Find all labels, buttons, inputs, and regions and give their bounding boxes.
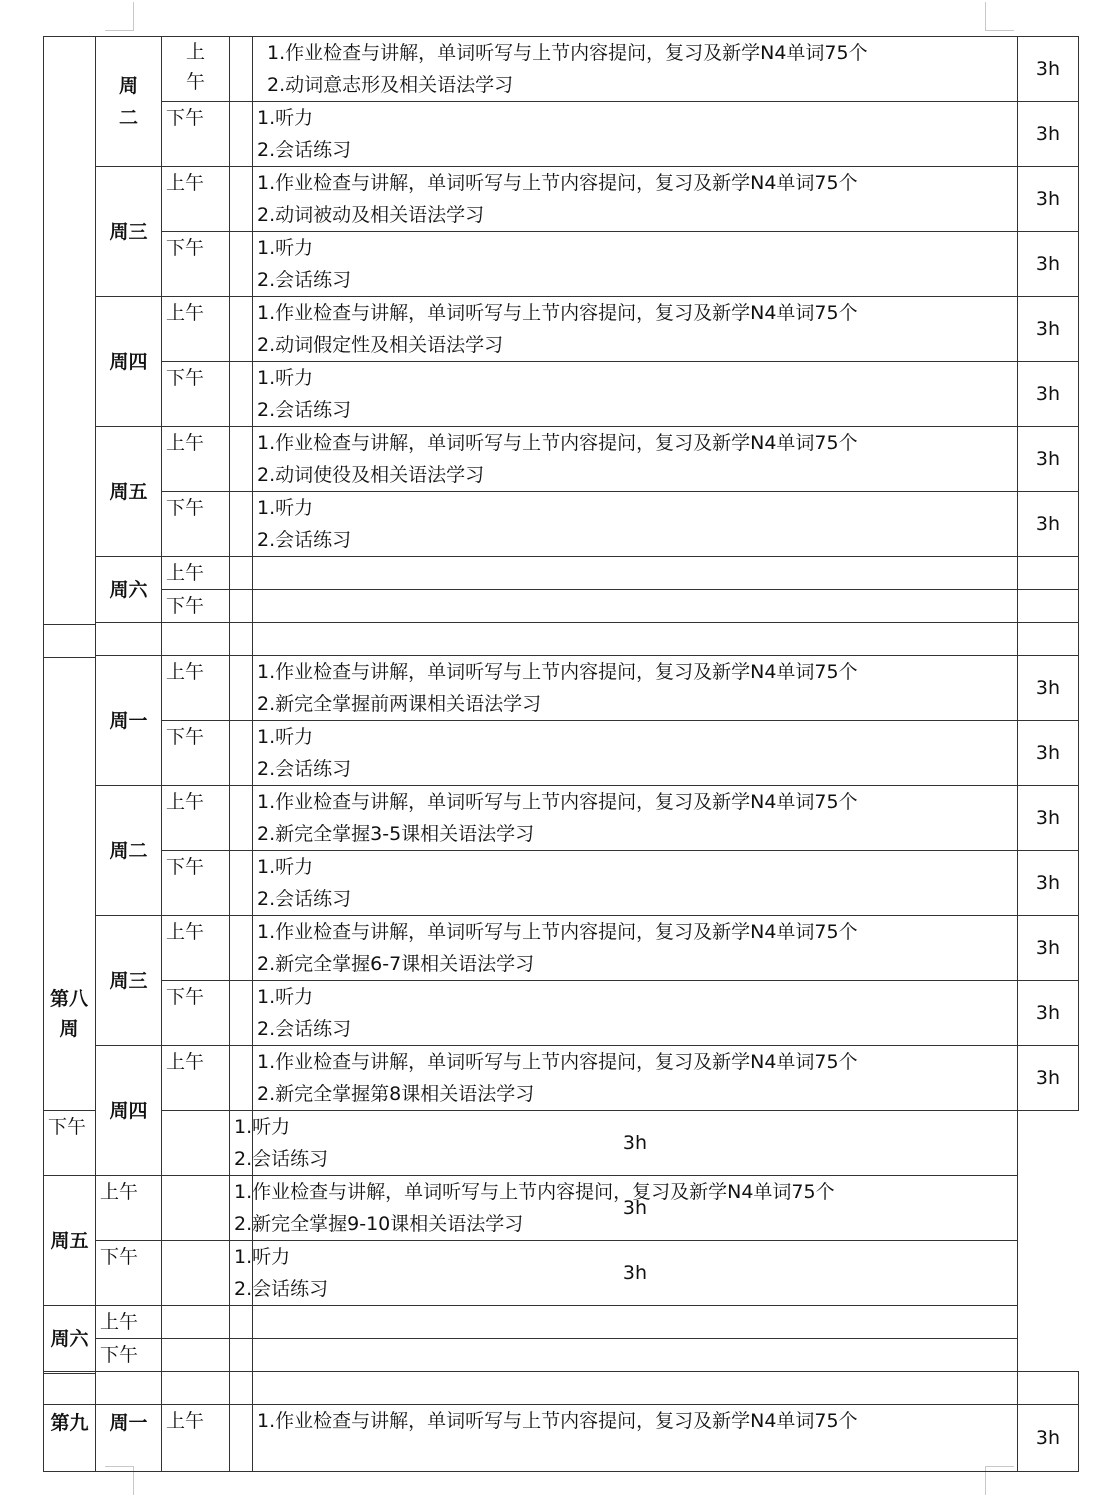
spacer-cell	[230, 981, 253, 1046]
day-cell-wed: 周三	[96, 167, 162, 297]
content-line: 1.作业检查与讲解，单词听写与上节内容提问，复习及新学N4单词75个	[234, 1181, 835, 1203]
content-cell	[253, 297, 1018, 362]
spacer-cell	[230, 362, 253, 427]
session-cell: 下午	[96, 1241, 162, 1306]
content-cell	[230, 1111, 329, 1176]
blank-cell	[162, 623, 230, 656]
week-divider	[43, 1373, 95, 1374]
blank-cell	[1018, 1372, 1079, 1405]
session-cell: 上午	[96, 1176, 162, 1241]
day-cell-fri: 周五	[96, 427, 162, 557]
table-row	[44, 721, 1079, 786]
table-row	[44, 1046, 1079, 1111]
hours-cell: 3h	[1018, 916, 1079, 981]
blank-cell	[1018, 623, 1079, 656]
session-cell: 上午	[162, 167, 230, 232]
session-cell: 下午	[96, 1339, 162, 1372]
session-cell: 下午	[162, 232, 230, 297]
session-label: 午	[185, 71, 205, 93]
content-cell	[253, 721, 1018, 786]
table-row	[44, 37, 1079, 102]
hours-cell: 3h	[1018, 427, 1079, 492]
content-line: 1.作业检查与讲解，单词听写与上节内容提问，复习及新学N4单词75个	[257, 921, 858, 943]
content-line: 2.新完全掌握前两课相关语法学习	[257, 693, 542, 715]
hours-cell: 3h	[1018, 656, 1079, 721]
session-cell: 下午	[162, 362, 230, 427]
content-cell	[253, 362, 1018, 427]
spacer-cell	[162, 1339, 230, 1372]
week-cell	[44, 37, 96, 1111]
hours-cell: 3h	[1018, 232, 1079, 297]
hours-cell	[253, 1339, 1018, 1372]
content-line: 2.会话练习	[234, 1278, 329, 1300]
day-cell-tue	[96, 37, 162, 167]
blank-cell	[96, 1372, 162, 1405]
content-line: 1.作业检查与讲解，单词听写与上节内容提问，复习及新学N4单词75个	[257, 172, 858, 194]
content-line: 1.听力	[257, 497, 314, 519]
content-cell	[230, 1339, 253, 1372]
table-row	[44, 297, 1079, 362]
day-cell-tue: 周二	[96, 786, 162, 916]
hours-cell: 3h	[1018, 721, 1079, 786]
content-cell	[253, 851, 1018, 916]
table-row	[44, 786, 1079, 851]
hours-cell: 3h	[1018, 981, 1079, 1046]
content-cell	[253, 916, 1018, 981]
table-row-blank	[44, 623, 1079, 656]
spacer-cell	[230, 232, 253, 297]
spacer-cell	[230, 916, 253, 981]
spacer-cell	[230, 167, 253, 232]
spacer-cell	[230, 102, 253, 167]
spacer-cell	[230, 37, 253, 102]
spacer-cell	[162, 1306, 230, 1339]
content-cell	[253, 102, 1018, 167]
content-cell	[253, 492, 1018, 557]
day-cell-fri: 周五	[44, 1176, 96, 1306]
content-cell	[253, 1046, 1018, 1111]
day-cell-mon: 周一	[96, 1405, 162, 1472]
session-cell: 上午	[162, 557, 230, 590]
hours-cell: 3h	[1018, 102, 1079, 167]
spacer-cell	[230, 590, 253, 623]
spacer-cell	[230, 492, 253, 557]
content-line: 1.作业检查与讲解，单词听写与上节内容提问，复习及新学N4单词75个	[257, 1051, 858, 1073]
content-cell	[253, 167, 1018, 232]
session-cell: 上午	[162, 427, 230, 492]
content-line: 1.作业检查与讲解，单词听写与上节内容提问，复习及新学N4单词75个	[257, 432, 858, 454]
content-line: 2.动词假定性及相关语法学习	[257, 334, 504, 356]
hours-cell: 3h	[1018, 851, 1079, 916]
hours-cell: 3h	[1018, 362, 1079, 427]
table-row	[44, 1405, 1079, 1472]
table-row	[44, 362, 1079, 427]
session-cell: 下午	[162, 851, 230, 916]
table-row	[44, 851, 1079, 916]
spacer-cell	[230, 297, 253, 362]
day-cell-mon: 周一	[96, 656, 162, 786]
content-line: 2.会话练习	[257, 269, 352, 291]
content-line: 1.作业检查与讲解，单词听写与上节内容提问，复习及新学N4单词75个	[257, 302, 858, 324]
content-cell	[230, 1241, 329, 1306]
content-cell	[230, 1306, 253, 1339]
spacer-cell	[162, 1111, 230, 1176]
blank-cell	[44, 1372, 96, 1405]
content-line: 2.会话练习	[257, 888, 352, 910]
content-line: 2.新完全掌握6-7课相关语法学习	[257, 953, 535, 975]
content-cell	[253, 656, 1018, 721]
content-line: 1.听力	[257, 367, 314, 389]
spacer-cell	[230, 1046, 253, 1111]
session-cell: 上午	[96, 1306, 162, 1339]
spacer-cell	[230, 786, 253, 851]
hours-cell	[1018, 557, 1079, 590]
session-cell: 上午	[162, 1046, 230, 1111]
hours-cell	[253, 1306, 1018, 1339]
blank-cell	[162, 1372, 230, 1405]
day-cell-wed: 周三	[96, 916, 162, 1046]
week-label-part: 周	[59, 1018, 79, 1040]
week-label-part: 第八	[49, 988, 88, 1010]
content-line: 2.动词被动及相关语法学习	[257, 204, 485, 226]
content-line: 2.动词使役及相关语法学习	[257, 464, 485, 486]
table-row	[44, 916, 1079, 981]
hours-cell: 3h	[1018, 167, 1079, 232]
day-label: 周	[118, 74, 138, 97]
content-cell	[253, 37, 1018, 102]
blank-cell	[230, 623, 253, 656]
content-line: 2.会话练习	[257, 529, 352, 551]
schedule-table	[43, 36, 1079, 1472]
blank-cell	[96, 623, 162, 656]
content-line: 1.听力	[257, 726, 314, 748]
week-cell-9: 第九	[44, 1405, 96, 1472]
content-cell	[253, 786, 1018, 851]
session-cell: 下午	[162, 721, 230, 786]
crop-mark-top-left	[105, 2, 134, 31]
content-line: 1.听力	[234, 1246, 291, 1268]
content-line: 1.听力	[257, 986, 314, 1008]
content-cell	[253, 557, 1018, 590]
session-label: 上	[185, 41, 205, 63]
table-row	[44, 167, 1079, 232]
content-line: 2.新完全掌握第8课相关语法学习	[257, 1083, 535, 1105]
spacer-cell	[230, 427, 253, 492]
spacer-cell	[162, 1176, 230, 1241]
hours-cell: 3h	[1018, 1046, 1079, 1111]
content-cell	[253, 232, 1018, 297]
session-cell: 上午	[162, 916, 230, 981]
table-row	[44, 656, 1079, 721]
day-label: 二	[118, 106, 138, 129]
content-line: 2.新完全掌握3-5课相关语法学习	[257, 823, 535, 845]
session-cell: 上午	[162, 786, 230, 851]
content-line: 2.新完全掌握9-10课相关语法学习	[234, 1213, 524, 1235]
table-row	[44, 102, 1079, 167]
content-cell	[253, 427, 1018, 492]
spacer-cell	[230, 557, 253, 590]
table-row	[44, 1176, 1079, 1241]
content-cell	[253, 1405, 1018, 1472]
crop-mark-top-right	[985, 2, 1014, 31]
content-line: 1.听力	[257, 856, 314, 878]
session-cell: 下午	[162, 590, 230, 623]
day-cell-sat: 周六	[96, 557, 162, 623]
content-line: 2.动词意志形及相关语法学习	[267, 74, 514, 96]
hours-cell: 3h	[253, 1176, 1018, 1241]
session-cell: 下午	[162, 492, 230, 557]
hours-cell: 3h	[1018, 786, 1079, 851]
hours-cell: 3h	[1018, 37, 1079, 102]
table-row	[44, 1241, 1079, 1306]
hours-cell: 3h	[1018, 297, 1079, 362]
day-cell-thu: 周四	[96, 297, 162, 427]
table-row	[44, 1111, 1079, 1176]
table-row	[44, 492, 1079, 557]
session-cell	[162, 37, 230, 102]
content-line: 1.听力	[257, 107, 314, 129]
content-cell	[253, 590, 1018, 623]
content-line: 2.会话练习	[257, 1018, 352, 1040]
spacer-cell	[230, 721, 253, 786]
blank-cell	[253, 623, 1018, 656]
table-row	[44, 557, 1079, 590]
table-row-blank	[44, 1372, 1079, 1405]
content-line: 1.作业检查与讲解，单词听写与上节内容提问，复习及新学N4单词75个	[257, 791, 858, 813]
spacer-cell	[162, 1241, 230, 1306]
hours-cell: 3h	[253, 1241, 1018, 1306]
content-line: 1.作业检查与讲解，单词听写与上节内容提问，复习及新学N4单词75个	[257, 661, 858, 683]
content-line: 1.听力	[234, 1116, 291, 1138]
spacer-cell	[230, 656, 253, 721]
spacer-cell	[230, 851, 253, 916]
hours-cell: 3h	[253, 1111, 1018, 1176]
content-line: 2.会话练习	[257, 399, 352, 421]
content-line: 1.作业检查与讲解，单词听写与上节内容提问，复习及新学N4单词75个	[267, 42, 868, 64]
content-line: 1.听力	[257, 237, 314, 259]
session-cell: 下午	[162, 981, 230, 1046]
spacer-cell	[230, 1405, 253, 1472]
week-divider	[43, 657, 95, 658]
week-label-8	[44, 984, 94, 1044]
content-line: 2.会话练习	[234, 1148, 329, 1170]
content-line: 2.会话练习	[257, 139, 352, 161]
day-cell-thu: 周四	[96, 1046, 162, 1176]
table-row	[44, 1306, 1079, 1339]
content-line: 2.会话练习	[257, 758, 352, 780]
table-row	[44, 590, 1079, 623]
table-row	[44, 232, 1079, 297]
hours-cell	[1018, 590, 1079, 623]
week-divider	[43, 624, 95, 625]
blank-cell	[253, 1372, 1018, 1405]
content-line: 1.作业检查与讲解，单词听写与上节内容提问，复习及新学N4单词75个	[257, 1410, 858, 1432]
blank-cell	[230, 1372, 253, 1405]
table-row	[44, 427, 1079, 492]
session-cell: 上午	[162, 297, 230, 362]
hours-cell: 3h	[1018, 1405, 1079, 1472]
day-cell-sat: 周六	[44, 1306, 96, 1372]
hours-cell: 3h	[1018, 492, 1079, 557]
session-cell: 上午	[162, 1405, 230, 1472]
session-cell: 下午	[44, 1111, 96, 1176]
table-row	[44, 981, 1079, 1046]
session-cell: 下午	[162, 102, 230, 167]
session-cell: 上午	[162, 656, 230, 721]
content-cell	[253, 981, 1018, 1046]
table-row	[44, 1339, 1079, 1372]
